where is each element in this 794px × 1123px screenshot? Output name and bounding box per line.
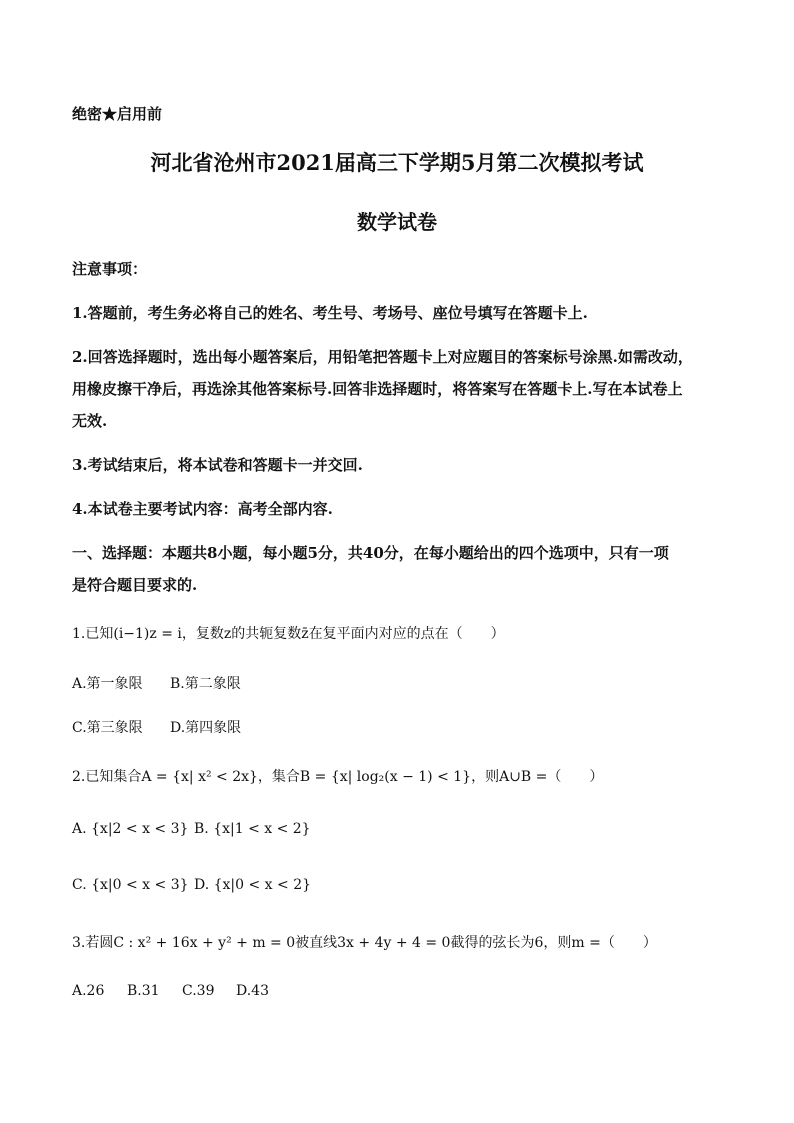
question-3-option-b: B.31 (127, 983, 160, 999)
question-1-option-a: A.第一象限 (72, 676, 143, 692)
question-3-option-a: A.26 (72, 983, 105, 999)
question-2-option-d: D. {x|0 < x < 2} (194, 877, 312, 893)
question-3-stem: 3.若圆C : x² + 16x + y² + m = 0被直线3x + 4y + 4 = 0截得的弦长为6，则m =（ ） (72, 935, 657, 951)
question-3-option-d: D.43 (236, 983, 269, 999)
section-heading-line-1: 一、选择题：本题共8小题，每小题5分，共40分，在每小题给出的四个选项中，只有一项 (72, 544, 669, 562)
question-2-stem: 2.已知集合A = {x| x² < 2x}，集合B = {x| log₂(x − 1) < 1}，则A∪B =（ ） (72, 769, 604, 785)
note-3: 3.考试结束后，将本试卷和答题卡一并交回. (72, 456, 363, 474)
question-2-option-b: B. {x|1 < x < 2} (194, 821, 311, 837)
question-2-option-c: C. {x|0 < x < 3} (72, 877, 189, 893)
section-heading-line-2: 是符合题目要求的. (72, 576, 198, 594)
question-1-stem: 1.已知(i−1)z = i，复数z的共轭复数z̄在复平面内对应的点在（ ） (72, 626, 505, 642)
note-2-line-2: 用橡皮擦干净后，再选涂其他答案标号.回答非选择题时，将答案写在答题卡上.写在本试卷上 (72, 380, 683, 398)
question-1-option-d: D.第四象限 (170, 720, 242, 736)
question-1-option-c: C.第三象限 (72, 720, 143, 736)
confidential-label: 绝密★启用前 (72, 105, 163, 123)
note-1: 1.答题前，考生务必将自己的姓名、考生号、考场号、座位号填写在答题卡上. (72, 304, 588, 322)
exam-subtitle: 数学试卷 (357, 210, 437, 234)
note-4: 4.本试卷主要考试内容：高考全部内容. (72, 500, 333, 518)
note-2-line-1: 2.回答选择题时，选出每小题答案后，用铅笔把答题卡上对应题目的答案标号涂黑.如需改动， (72, 348, 693, 366)
note-2-line-3: 无效. (72, 412, 108, 430)
exam-title: 河北省沧州市2021届高三下学期5月第二次模拟考试 (150, 150, 644, 175)
question-3-option-c: C.39 (182, 983, 215, 999)
question-2-option-a: A. {x|2 < x < 3} (72, 821, 189, 837)
question-1-option-b: B.第二象限 (170, 676, 241, 692)
notes-heading: 注意事项： (72, 260, 148, 278)
